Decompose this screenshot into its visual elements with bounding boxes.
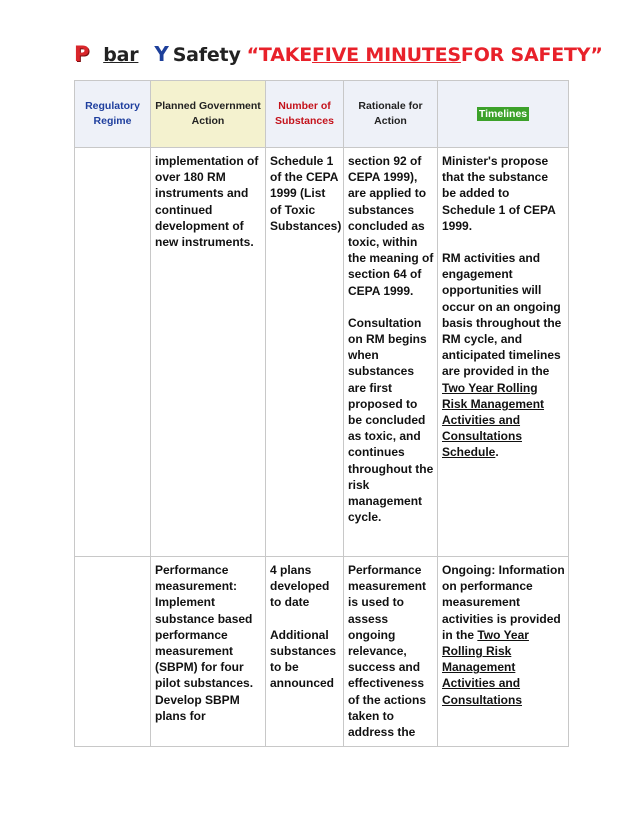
cell-planned-action: Performance measurement: Implement substance based performance measurement (SBPM) for four pilot substances. Develop SBPM plans for bbox=[151, 557, 266, 747]
regulatory-table bbox=[74, 80, 569, 747]
cell-timelines: Ongoing: Information on performance measurement activities is provided in the Two Year Rolling Risk Management Activities and Consultations bbox=[438, 557, 569, 747]
logo-letter-y: Y bbox=[154, 42, 169, 66]
schedule-link[interactable]: Two Year Rolling Risk Management Activities and Consultations Schedule bbox=[442, 380, 545, 460]
header-regulatory-regime: Regulatory Regime bbox=[75, 81, 151, 148]
cell-number-of-substances: 4 plans developed to date Additional substances to be announced bbox=[266, 557, 344, 747]
logo-letter-p: P bbox=[74, 42, 90, 66]
logo-word-safety: Safety bbox=[172, 44, 241, 66]
safety-slogan: “TAKEFIVE MINUTESFOR SAFETY” bbox=[246, 44, 603, 66]
cell-number-of-substances: Schedule 1 of the CEPA 1999 (List of Toxic Substances) bbox=[266, 148, 344, 557]
logo-word-bar: bar bbox=[103, 44, 139, 66]
header-rationale: Rationale for Action bbox=[344, 81, 438, 148]
header-timelines: Timelines bbox=[438, 81, 569, 148]
cell-rationale: section 92 of CEPA 1999), are applied to substances concluded as toxic, within the meaning of section 64 of CEPA 1999. Consultation on RM begins when substances are first proposed to be concluded as toxic, and continues throughout the risk management cycle. bbox=[344, 148, 438, 557]
cell-timelines: Minister's propose that the substance be added to Schedule 1 of CEPA 1999. RM activities and engagement opportunities will occur on an ongoing basis throughout the RM cycle, and anticipated timelines are provided in the Two Year Rolling Risk Management Activities and Consultations Schedule. bbox=[438, 148, 569, 557]
header-planned-action: Planned Government Action bbox=[151, 81, 266, 148]
cell-rationale: Performance measurement is used to assess ongoing relevance, success and effectiveness of the actions taken to address the bbox=[344, 557, 438, 747]
table-header-row bbox=[75, 81, 569, 148]
cell-regime bbox=[75, 557, 151, 747]
schedule-link[interactable]: Two Year Rolling Risk Management Activities and Consultations bbox=[442, 627, 529, 707]
cell-planned-action: implementation of over 180 RM instruments and continued development of new instruments. bbox=[151, 148, 266, 557]
slogan-highlight: FIVE MINUTES bbox=[312, 44, 461, 66]
table-row bbox=[75, 557, 569, 747]
header-number-of-substances: Number of Substances bbox=[266, 81, 344, 148]
cell-regime bbox=[75, 148, 151, 557]
table-row bbox=[75, 148, 569, 557]
page-header-title bbox=[74, 42, 603, 72]
